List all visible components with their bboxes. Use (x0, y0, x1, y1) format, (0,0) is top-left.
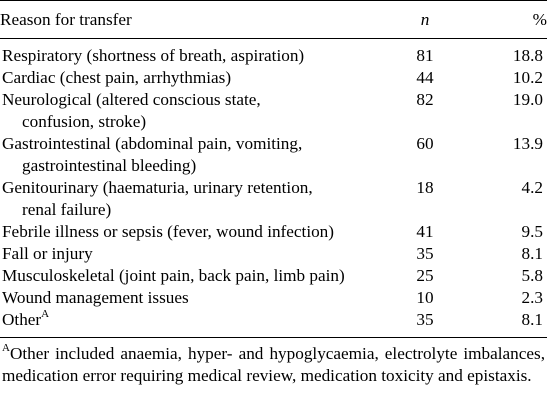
row-percent: 4.2 (521, 178, 543, 197)
row-reason (0, 221, 385, 243)
row-reason-text: Cardiac (chest pain, arrhythmias) (2, 68, 232, 87)
row-reason (0, 39, 385, 68)
header-percent: % (465, 1, 547, 39)
row-reason (0, 243, 385, 265)
row-reason-text: Fall or injury (2, 244, 93, 263)
table-row (0, 67, 547, 89)
row-reason-text: Neurological (altered conscious state, (2, 90, 261, 109)
row-percent: 10.2 (512, 68, 543, 87)
row-reason-text: Respiratory (shortness of breath, aspiration) (2, 46, 305, 65)
row-reason-text: Musculoskeletal (joint pain, back pain, limb pain) (2, 266, 345, 285)
row-reason (0, 177, 385, 221)
table-header-row (0, 1, 547, 39)
row-percent: 5.8 (521, 266, 543, 285)
header-n: n (385, 1, 465, 39)
table-row (0, 309, 547, 338)
row-percent: 8.1 (465, 309, 547, 338)
row-reason (0, 287, 385, 309)
row-n: 81 (416, 46, 434, 65)
table-row (0, 89, 547, 133)
row-reason-text: Wound management issues (2, 288, 189, 307)
row-percent: 8.1 (521, 244, 543, 263)
row-percent: 2.3 (521, 288, 543, 307)
row-percent: 9.5 (521, 222, 543, 241)
header-reason: Reason for transfer (0, 1, 385, 39)
row-reason-text: Febrile illness or sepsis (fever, wound infection) (2, 222, 335, 241)
row-n: 60 (416, 134, 434, 153)
row-n: 82 (416, 90, 434, 109)
row-reason-text: Other (2, 310, 42, 329)
row-reason (0, 309, 385, 338)
row-reason-text: Genitourinary (haematuria, urinary retention, (2, 178, 313, 197)
row-n: 44 (416, 68, 434, 87)
table-footnote (0, 338, 547, 387)
table-row (0, 133, 547, 177)
row-n: 25 (416, 266, 434, 285)
row-reason-text: Gastrointestinal (abdominal pain, vomiting, (2, 134, 303, 153)
table-row (0, 177, 547, 221)
footnote-marker: A (41, 308, 50, 321)
row-n: 10 (416, 288, 434, 307)
row-n: 41 (416, 222, 434, 241)
row-reason (0, 67, 385, 89)
row-reason (0, 265, 385, 287)
footnote-text: Other included anaemia, hyper- and hypoglycaemia, electrolyte imbalances, medication error requiring medical review, medication toxicity and epistaxis. (2, 344, 545, 385)
table-row (0, 39, 547, 68)
row-n: 18 (416, 178, 434, 197)
row-reason-continuation: renal failure) (22, 200, 112, 219)
row-reason-continuation: confusion, stroke) (22, 112, 147, 131)
table-row (0, 287, 547, 309)
table-row (0, 243, 547, 265)
row-n: 35 (416, 244, 434, 263)
row-reason (0, 133, 385, 177)
footnote-marker: A (2, 342, 10, 355)
table-row (0, 221, 547, 243)
row-percent: 18.8 (512, 46, 543, 65)
row-percent: 19.0 (512, 90, 543, 109)
table-row (0, 265, 547, 287)
row-reason-continuation: gastrointestinal bleeding) (22, 156, 197, 175)
row-n: 35 (385, 309, 465, 338)
row-percent: 13.9 (512, 134, 543, 153)
row-reason (0, 89, 385, 133)
